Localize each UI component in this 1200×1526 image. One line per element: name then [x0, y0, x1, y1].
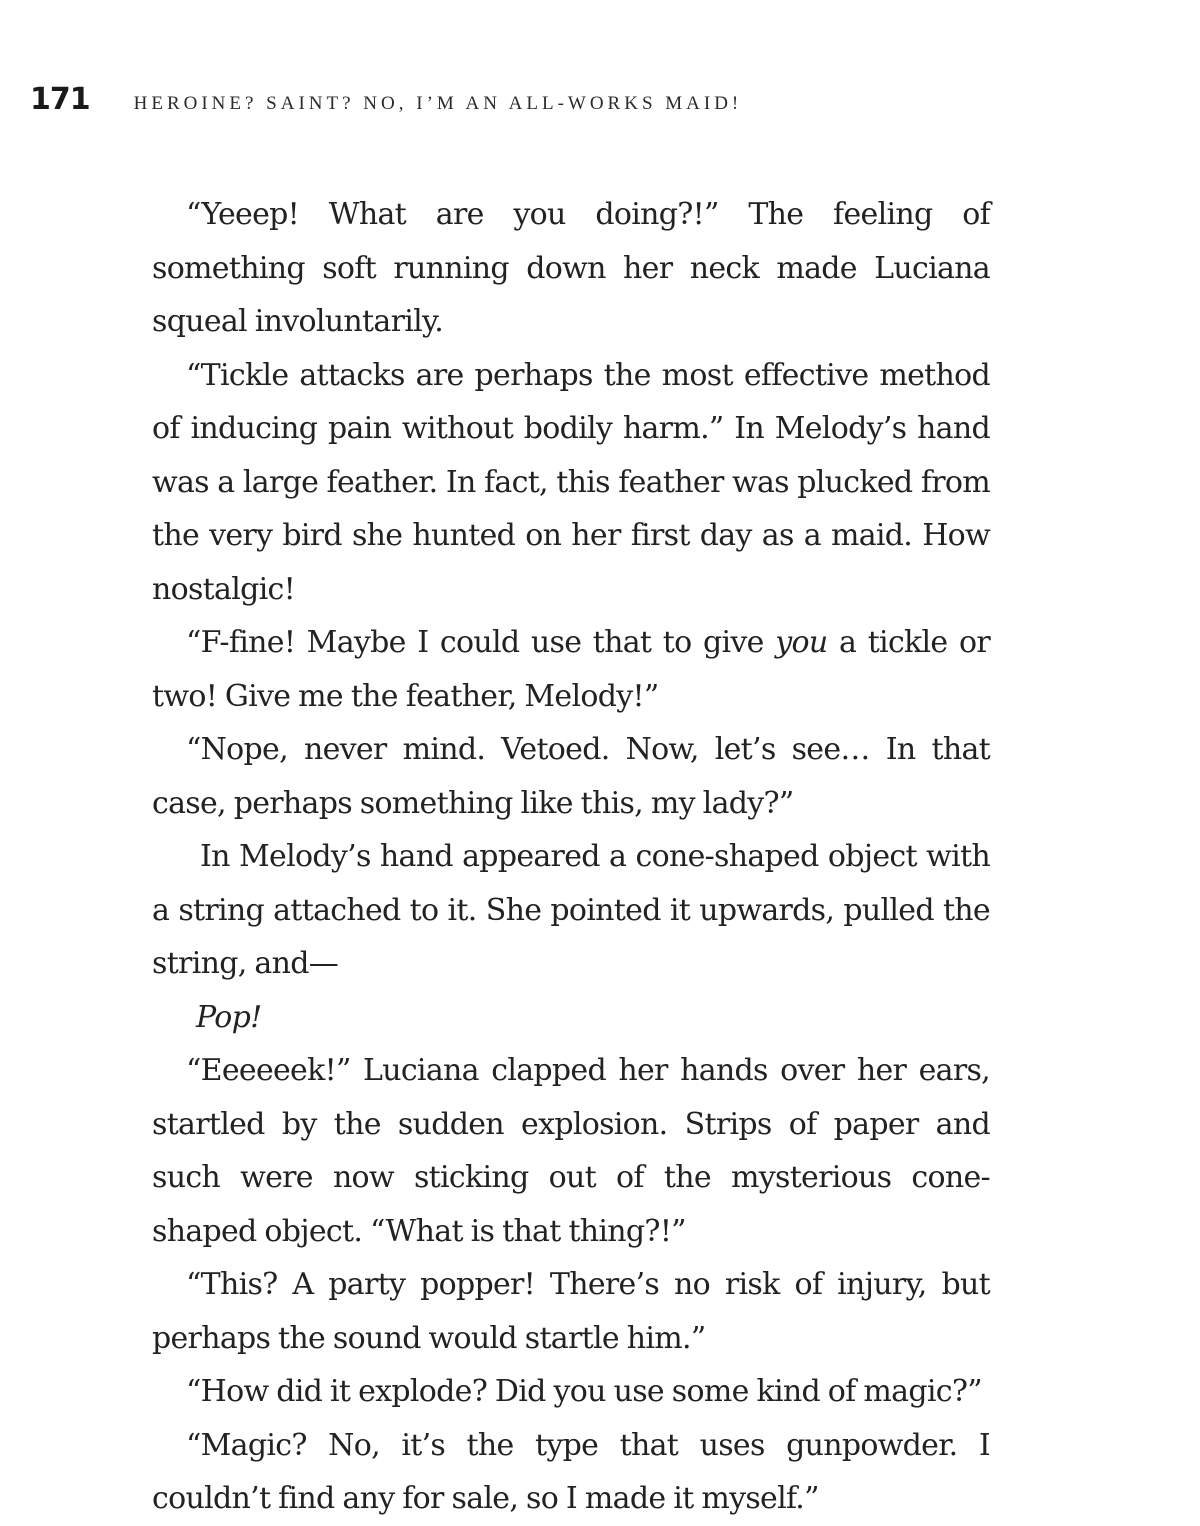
page-header [30, 82, 742, 117]
sound-effect: Pop! [196, 999, 262, 1035]
paragraph: “Magic? No, it’s the type that uses gunpowder. I couldn’t find any for sale, so I made it myself.” [152, 1427, 990, 1516]
paragraph: “Eeeeeek!” Luciana clapped her hands over her ears, startled by the sudden explosion. Strips of paper and such were now sticking out of the mysterious cone-shaped object. “What is that thing?!” [152, 1053, 990, 1249]
page-number: 171 [30, 82, 90, 117]
paragraph: “Nope, never mind. Vetoed. Now, let’s see… In that case, perhaps something like this, my lady?” [152, 732, 990, 821]
paragraph-text: “F-fine! Maybe I could use that to give [186, 625, 776, 660]
paragraph: “Yeeep! What are you doing?!” The feeling of something soft running down her neck made Luciana squeal involuntarily. [152, 197, 990, 339]
paragraph: In Melody’s hand appeared a cone-shaped object with a string attached to it. She pointed it upwards, pulled the string, and— [152, 839, 990, 981]
running-title: HEROINE? SAINT? NO, I’M AN ALL-WORKS MAID! [133, 93, 743, 114]
emphasized-text: you [775, 625, 828, 660]
paragraph: “How did it explode? Did you use some kind of magic?” [186, 1374, 982, 1409]
paragraph: “Tickle attacks are perhaps the most effective method of inducing pain without bodily harm.” In Melody’s hand was a large feather. In fact, this feather was plucked from the very bird she hunted on her first day as a maid. How nostalgic! [152, 357, 990, 607]
paragraph: “This? A party popper! There’s no risk of injury, but perhaps the sound would startle him.” [152, 1267, 990, 1356]
paragraph [152, 616, 990, 723]
body-text [152, 188, 990, 1526]
paragraph-text: a tickle or two! Give me the feather, Melody!” [152, 625, 990, 714]
